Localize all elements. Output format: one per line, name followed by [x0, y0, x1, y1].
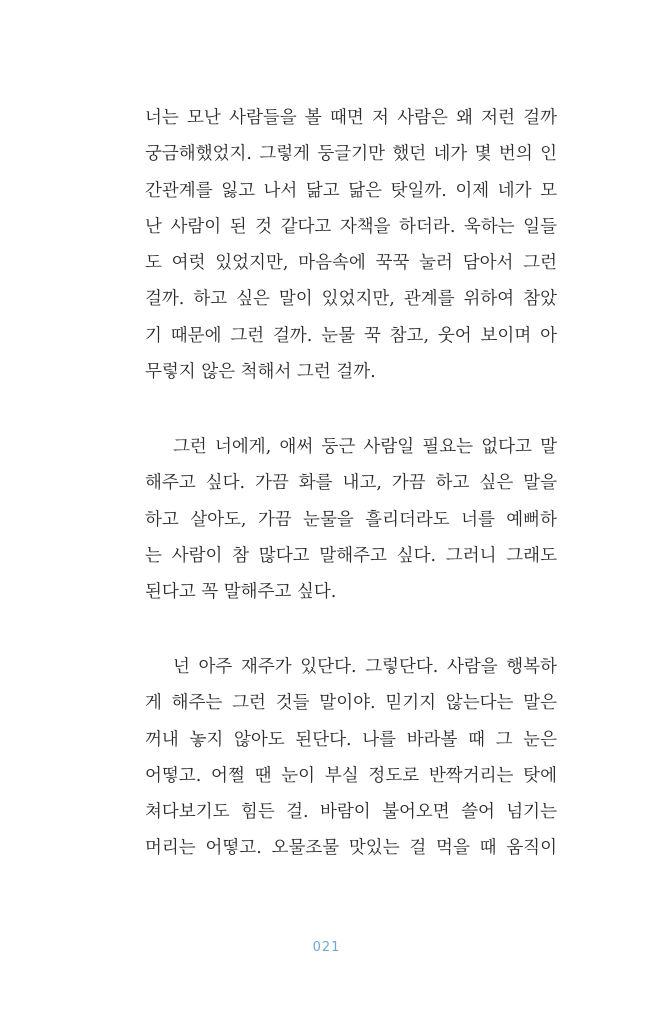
page-number: 021 — [312, 940, 341, 955]
text-line: 난 사람이 된 것 같다고 자책을 하더라. 욱하는 일들 — [145, 216, 557, 237]
paragraph-2 — [145, 429, 557, 610]
text-line: 는 사람이 참 많다고 말해주고 싶다. 그러니 그래도 — [145, 545, 557, 566]
text-line: 그런 너에게, 애써 둥근 사람일 필요는 없다고 말 — [173, 437, 557, 457]
text-line: 걸까. 하고 싶은 말이 있었지만, 관계를 위하여 참았 — [145, 289, 557, 310]
text-line: 어떻고. 어쩔 땐 눈이 부실 정도로 반짝거리는 탓에 — [145, 765, 557, 786]
paragraph-3 — [145, 649, 557, 867]
text-line: 게 해주는 그런 것들 말이야. 믿기지 않는다는 말은 — [145, 693, 557, 714]
text-line: 간관계를 잃고 나서 닮고 닮은 탓일까. 이제 네가 모 — [145, 180, 557, 201]
text-line: 기 때문에 그런 걸까. 눈물 꾹 참고, 웃어 보이며 아 — [145, 325, 557, 346]
text-line: 꺼내 놓지 않아도 된단다. 나를 바라볼 때 그 눈은 — [145, 729, 557, 750]
text-line: 너는 모난 사람들을 볼 때면 저 사람은 왜 저런 걸까 — [145, 108, 557, 128]
text-line: 해주고 싶다. 가끔 화를 내고, 가끔 하고 싶은 말을 — [145, 473, 557, 494]
text-line: 무렇지 않은 척해서 그런 걸까. — [145, 362, 376, 383]
text-line: 도 여럿 있었지만, 마음속에 꾹꾹 눌러 담아서 그런 — [145, 253, 557, 274]
text-line: 넌 아주 재주가 있단다. 그렇단다. 사람을 행복하 — [173, 657, 557, 677]
text-line: 된다고 꼭 말해주고 싶다. — [145, 582, 337, 603]
text-line: 머리는 어떻고. 오물조물 맛있는 걸 먹을 때 움직이 — [145, 838, 557, 859]
text-line: 하고 살아도, 가끔 눈물을 흘리더라도 너를 예뻐하 — [145, 509, 557, 530]
paragraph-1 — [145, 100, 557, 390]
text-line: 쳐다보기도 힘든 걸. 바람이 불어오면 쓸어 넘기는 — [145, 802, 557, 823]
text-line: 궁금해했었지. 그렇게 둥글기만 했던 네가 몇 번의 인 — [145, 144, 557, 165]
